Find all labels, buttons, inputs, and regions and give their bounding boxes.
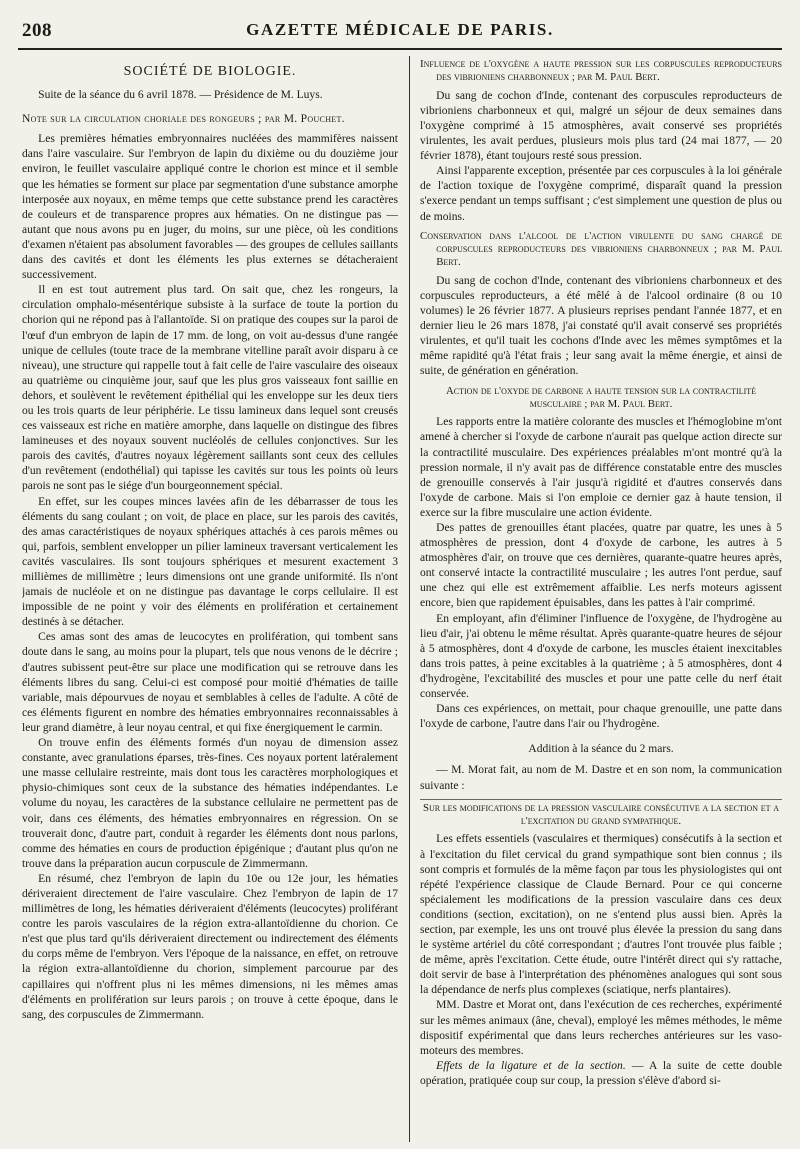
subheading-italic: Effets de la ligature et de la section. [436, 1059, 626, 1072]
society-title: SOCIÉTÉ DE BIOLOGIE. [123, 64, 297, 79]
paragraph: Dans ces expériences, on mettait, pour chaque grenouille, une patte dans l'oxyde de carbone, l'autre dans l'air ou l'hydrogène. [420, 703, 782, 731]
column-divider [409, 56, 410, 1142]
paragraph: Les rapports entre la matière colorante des muscles et l'hémoglobine m'ont amené à chercher si l'oxyde de carbone n'aurait pas quelque action directe sur la contractilité musculaire. Des expériences préalables m'ont montré qu'à la pression normale, il n'y avait pas de différence constatable entre des muscles de grenouille conservés à l'air jusqu'à rigidité et d'autres conservés dans l'oxyde de carbone. Mais si l'on emploie ce dernier gaz à haute tension, il exerce sur la fibre musculaire une action évidente. [420, 416, 782, 519]
article-heading-oxygen: Influence de l'oxygène a haute pression sur les corpuscules reproducteurs des vibrioniens charbonneux ; par M. Paul Bert. [420, 58, 782, 84]
paragraph: Du sang de cochon d'Inde, contenant des corpuscules reproducteurs de vibrioniens charbonneux et qui, malgré un séjour de deux semaines dans l'oxygène comprimé à 15 atmosphères, avait conservé ses propriétés virulentes, les avait perdues, plusieurs mois plus tard (24 mai 1877, — 20 février 1878), étant toujours resté sous pression. [420, 89, 782, 163]
paragraph: Ces amas sont des amas de leucocytes en prolifération, qui tombent sans doute dans le sang, au moins pour la plupart, tels que nous venons de le décrire ; d'autres subissent peut-être sur place une modification qui se retrouve dans les éléments libres du sang. Celui-ci est composé pour moitié d'hématies de taille variable, mais dépourvues de noyau et semblables à celles de l'adulte. A côté de ces éléments figurent en nombre des hématies embryonnaires reconnaissables à leur grand diamètre, à leur noyau central, et qui fixe énergiquement le carmin. [22, 631, 398, 734]
paragraph: Il en est tout autrement plus tard. On sait que, chez les rongeurs, la circulation omphalo-mésentérique subsiste à la surface de toute la portion du chorion qui ne répond pas à l'allantoïde. Si on pratique des coupes sur la paroi de l'œuf d'un embryon de lapin de 17 mm. de long, on voit au-dessus d'une rangée unique de cellules (toute trace de la membrane vitelline paraît avoir disparu à ce niveau), une structure qui rappelle tout à fait celle de l'aire vasculaire des oiseaux au quatrième ou cinquième jour, sauf que les plus gros vaisseaux font saillie en dehors, et soulèvent le revêtement épithélial qui les enveloppe sur les deux tiers ou les trois quarts de leur périphérie. Le tissu lamineux dans lequel sont creusés ces vaisseaux est riche en matière amorphe, dans laquelle on distingue des fibres lamineuses et des noyaux souvent nucléolés de cellules conjonctives. Sur les parois des cavités, d'autres noyaux légèrement saillants sont ceux des cellules d'un revêtement (endothélial) qui tapisse les cavités sur tous les points où leurs parois ne sont pas le siége d'un bourgeonnement spécial. [22, 284, 398, 493]
left-column [22, 56, 398, 1142]
paragraph: En résumé, chez l'embryon de lapin du 10e ou 12e jour, les hématies dériveraient directement de l'aire vasculaire. Chez l'embryon de lapin de 17 millimètres de long, les hématies dériveraient d'éléments (leucocytes) proliférant contre les parois vasculaires de la région extra-allantoïdienne du chorion. Ce n'est que plus tard qu'ils dériveraient directement ou indirectement des éléments du corps même de l'embryon. Vers l'époque de la naissance, en effet, on retrouve la région extra-allantoïdienne du chorion, simplement parcourue par des capillaires qui n'offrent plus ni les mêmes dimensions, ni les mêmes amas d'éléments en prolifération sur leurs parois ; on trouve à cette époque, dans le sang, des corpuscules de Zimmermann. [22, 872, 398, 1021]
right-column [420, 56, 782, 1142]
morat-intro: — M. Morat fait, au nom de M. Dastre et en son nom, la communication suivante : [420, 764, 782, 792]
paragraph: On trouve enfin des éléments formés d'un noyau de dimension assez constante, avec granulations éparses, très-fines. Ces noyaux portent latéralement une masse cellulaire restreinte, mais dont tous les caractères morphologiques et physio-chimiques sont ceux de la substance des hématies indépendantes. Le volume du noyau, les caractères de la substance cellulaire ne permettent pas de voir, dans ces éléments, des hématies embryonnaires en régression. On se trouverait donc, d'autre part, conduit à regarder les éléments dont nous parlons, comme des hématies en cours de production épigénique ; d'autant plus qu'on ne trouve dans la préparation aucun corpuscule de Zimmermann. [22, 737, 398, 870]
paragraph: Ainsi l'apparente exception, présentée par ces corpuscules à la loi générale de l'action toxique de l'oxygène comprimé, disparaît quand la pression s'exerce pendant un temps suffisant ; c'est simplement une question de plus ou de moins. [420, 165, 782, 223]
journal-title: GAZETTE MÉDICALE DE PARIS. [246, 20, 554, 39]
paragraph-last [420, 1059, 782, 1089]
header-rule [18, 48, 782, 50]
paragraph-tail: — A la suite de cette double opération, pratiquée coup sur coup, la pression s'élève d'abord si- [420, 1059, 782, 1087]
article-heading-carbon-monoxide: Action de l'oxyde de carbone a haute tension sur la contractilité musculaire ; par M. Paul Bert. [445, 384, 757, 410]
addition-heading: Addition à la séance du 2 mars. [528, 743, 674, 756]
paragraph: Du sang de cochon d'Inde, contenant des vibrioniens charbonneux et des corpuscules reproducteurs, a été mêlé à de l'alcool ordinaire (8 ou 10 volumes) le 26 février 1877. A plusieurs reprises pendant l'année 1877, et en dernier lieu le 26 mars 1878, j'ai constaté qu'il avait conservé ses propriétés virulentes, et qu'il tuait les cochons d'Inde avec les mêmes symptômes et la même rapidité qu'à l'état frais ; leur sang avait la même énergie, et ainsi de suite, de génération en génération. [420, 274, 782, 378]
paragraph: Les effets essentiels (vasculaires et thermiques) consécutifs à la section et à l'excitation du filet cervical du grand sympathique sont bien connus ; ils sont compris et formulés de la même façon par tous les physiologistes qui ont répété l'expérience classique de Claude Bernard. Pour ce qui concerne spécialement les modifications de la pression vasculaire dans ces deux conditions (section, excitation), on ne s'entend plus aussi bien. Après la section, par exemple, les uns ont trouvé plus élevée la pression du sang dans le système artériel du côté correspondant ; d'autres l'ont trouvée plus faible ; de même, après l'excitation. Cette étude, outre l'intérêt direct qui s'y rattache, doit servir de base à l'interprétation des phénomènes analogues qui sont sous la dépendance de nerfs plus complexes (sciatique, nerfs plantaires). [420, 833, 782, 997]
running-header [22, 16, 778, 42]
page-number: 208 [22, 20, 52, 41]
paragraph: Les premières hématies embryonnaires nucléées des mammifères naissent dans l'aire vasculaire. Sur l'embryon de lapin du dixième ou du douzième jour environ, le feuillet vasculaire appliqué contre le chorion est mince et il semble que les hématies se forment sur place par segmentation d'une substance amorphe interposée aux noyaux, en même temps que cette substance prend les caractères de couleurs et de transparence propres aux hématies. On ne distingue pas — autant que nous avons pu en juger, du moins, sur une pièce, où les conditions d'examen n'étaient pas absolument favorables — des groupes de cellules saillants dans des cavités et dont les éléments les plus externes se détacheraient successivement. [22, 133, 398, 282]
article-heading-sympathetic: Sur les modifications de la pression vasculaire consécutive a la section et a l'excitation du grand sympathique. [420, 799, 782, 829]
paragraph: Des pattes de grenouilles étant placées, quatre par quatre, les unes à 5 atmosphères de pression, dont 4 d'oxyde de carbone, les autres à 5 atmosphères d'air, on trouve que ces dernières, quarante-quatre heures après, ont conservé intacte la contractilité musculaire ; les autres l'ont perdue, sauf une chez qui elle est extrêmement affaiblie. Les nerfs moteurs agissent encore, bien que rapidement épuisables, dans les pattes à l'air comprimé. [420, 522, 782, 610]
paragraph: En employant, afin d'éliminer l'influence de l'oxygène, de l'hydrogène au lieu d'air, j'ai obtenu le même résultat. Après quarante-quatre heures de séjour à 5 atmosphères, dont 4 d'oxyde de carbone, les muscles étaient inexcitables dans trois pattes, à peine excitables à la quatrième ; à 5 atmosphères, dont 4 d'hydrogène, l'excitabilité des muscles et pour une patte celle du nerf était conservée. [420, 612, 782, 701]
note-heading: Note sur la circulation choriale des rongeurs ; par M. Pouchet. [22, 113, 345, 126]
session-line: Suite de la séance du 6 avril 1878. — Présidence de M. Luys. [38, 89, 323, 102]
article-heading-alcohol: Conservation dans l'alcool de l'action virulente du sang chargé de corpuscules reproducteurs des vibrioniens charbonneux ; par M. Paul Bert. [420, 229, 782, 269]
paragraph: MM. Dastre et Morat ont, dans l'exécution de ces recherches, expérimenté sur les mêmes animaux (âne, cheval), employé les mêmes méthodes, le même dispositif expérimental que dans leurs recherches antérieures sur les vaso-moteurs des membres. [420, 999, 782, 1057]
paragraph: En effet, sur les coupes minces lavées afin de les débarrasser de tous les éléments du sang coulant ; on voit, de place en place, sur les parois des cavités, des amas caractéristiques de noyaux sphériques attachés à ces parois mêmes ou qui, parfois, semblent envelopper un pilier lamineux traversant verticalement les cavités vasculaires. Ils sont toujours sphériques et mesurent exactement 3 millièmes de millimètre ; leurs dimensions ont une grande uniformité. Ils n'ont jamais de nucléole et on ne distingue pas davantage le corps cellulaire. Il est impossible de ne point y voir des éléments en prolifération et certainement destinés à se détacher. [22, 495, 398, 629]
